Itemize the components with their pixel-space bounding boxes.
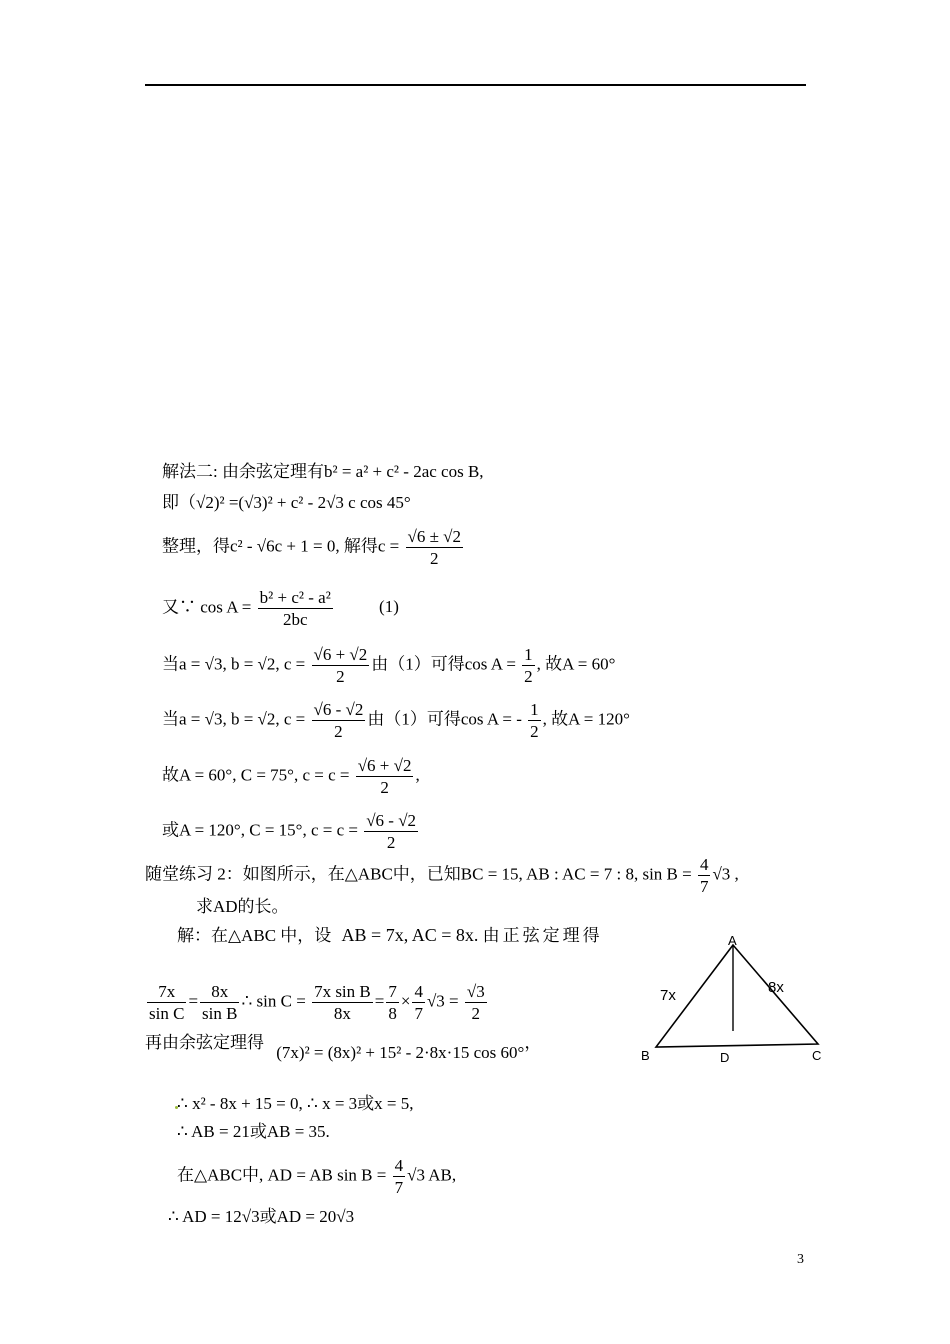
fraction-den: 7 xyxy=(394,1178,404,1197)
line-text: , 故A = 120° xyxy=(542,709,630,729)
fraction-den: 2 xyxy=(336,667,345,686)
line-text: ∴ AD = 12√3或AD = 20√3 xyxy=(168,1207,355,1226)
point-label-d: D xyxy=(720,1050,730,1065)
fraction xyxy=(147,982,186,1023)
sol-line-6 xyxy=(177,1156,456,1197)
fraction-den: 2 xyxy=(524,667,533,686)
line-text: 或 xyxy=(162,820,179,840)
page-number: 3 xyxy=(797,1252,804,1267)
solution-line-6 xyxy=(162,700,630,741)
fraction xyxy=(528,700,541,741)
line-text: 整理，得c² - √6c + 1 = 0, 解得c = xyxy=(162,536,400,556)
fraction-num: √6 + √2 xyxy=(313,645,368,664)
exercise-line xyxy=(145,855,739,896)
fraction xyxy=(312,700,366,741)
line-text: AB = 7x, AC = 8x. xyxy=(341,925,479,945)
fraction-den: 2 xyxy=(386,833,396,852)
line-text: ∴ x² - 8x + 15 = 0, ∴ x = 3或x = 5, xyxy=(177,1094,414,1113)
line-text: 故 xyxy=(162,765,179,785)
line-text: 当 xyxy=(162,709,179,729)
fraction-num: 7x xyxy=(147,982,186,1003)
fraction-num: 7x sin B xyxy=(314,982,371,1001)
fraction xyxy=(465,982,487,1023)
solution-line-2 xyxy=(162,492,411,514)
fraction xyxy=(200,982,239,1023)
fraction xyxy=(386,982,399,1023)
header-rule xyxy=(145,84,806,86)
line-text: √3 = xyxy=(426,991,459,1011)
line-text: 又∵ cos A = xyxy=(162,597,252,617)
fraction-den: 2 xyxy=(430,549,439,568)
fraction xyxy=(312,645,370,686)
line-text: A = 120°, C = 15°, c = c = xyxy=(179,820,358,840)
fraction-den: 2 xyxy=(334,722,343,741)
fraction xyxy=(258,588,333,629)
line-text: 中，已知 xyxy=(392,864,461,884)
solution-line-7 xyxy=(162,756,420,797)
vertex-label-c: C xyxy=(812,1048,822,1063)
exercise-label: 随堂练习 2：如图所示，在△ xyxy=(145,864,358,884)
line-text: ， xyxy=(524,1033,542,1052)
line-text: 再由余弦定理得 xyxy=(145,1033,264,1052)
fraction xyxy=(698,855,711,896)
fraction xyxy=(364,811,418,852)
line-text: √3 AB, xyxy=(407,1165,457,1185)
line-text: (7x)² = (8x)² + 15² - 2·8x·15 cos 60° xyxy=(276,1043,525,1062)
fraction-num: 1 xyxy=(524,645,533,664)
line-text: ∴ AB = 21或AB = 35. xyxy=(177,1122,330,1141)
triangle-abc xyxy=(656,945,818,1047)
line-text: a = √3, b = √2, c = xyxy=(179,709,306,729)
fraction-num: 4 xyxy=(414,982,423,1001)
line-text: ABC xyxy=(357,864,393,884)
fraction-num: 4 xyxy=(394,1156,404,1175)
fraction-den: 2 xyxy=(380,778,389,797)
line-text: 当 xyxy=(162,654,179,674)
fraction-num: √6 + √2 xyxy=(357,756,412,775)
fraction-num: √6 - √2 xyxy=(366,811,417,830)
fraction-num: √6 ± √2 xyxy=(407,527,461,546)
equation-tag: (1) xyxy=(379,597,399,617)
line-text: 由正弦定理得 xyxy=(482,926,603,945)
exercise-ask xyxy=(196,896,289,918)
line-text: BC = 15, AB : AC = 7 : 8, sin B = xyxy=(460,864,692,884)
solution-line-4 xyxy=(162,588,399,629)
side-label-ac: 8x xyxy=(768,979,784,996)
line-text: cos A = - xyxy=(460,709,522,729)
line-text: ∴ sin C = xyxy=(241,991,306,1011)
line-text: cos A = xyxy=(464,654,516,674)
solution-line-8 xyxy=(162,811,420,852)
sol-line-3 xyxy=(145,1032,542,1062)
fraction-num: 8x xyxy=(200,982,239,1003)
fraction-den: 2 xyxy=(471,1004,481,1023)
fraction-den: sin B xyxy=(202,1004,238,1023)
fraction xyxy=(522,645,535,686)
sol-line-2: $\frac{7x}{\text{sin C}}$ = $\frac{8x}{\text{sin B}}$ ∴ sin C = $\frac{\text{7x sin B}}{8x}$ = $\frac{7}{8}$ × $\frac{4}{7}$ √3 = $\frac{√3}{2}$ xyxy=(149,982,485,1023)
line-text: 由（1）可得 xyxy=(367,709,461,729)
fraction-den: 2bc xyxy=(282,610,308,629)
fraction xyxy=(406,527,464,568)
solution-line-5 xyxy=(162,645,615,686)
side-label-ab: 7x xyxy=(660,987,676,1004)
sol-line-4 xyxy=(177,1093,414,1115)
line-text: 由（1）可得 xyxy=(371,654,465,674)
sol-line-1 xyxy=(177,924,603,947)
solution-line-1 xyxy=(162,461,484,483)
fraction-num: √6 - √2 xyxy=(313,700,364,719)
line-text: 解：在△ABC 中，设 xyxy=(177,926,332,945)
vertex-label-b: B xyxy=(641,1048,650,1063)
fraction xyxy=(312,982,373,1023)
fraction-den: 7 xyxy=(414,1004,423,1023)
sol-line-5 xyxy=(177,1121,330,1143)
sol-line-7 xyxy=(168,1206,354,1228)
line-text: , 故A = 60° xyxy=(536,654,616,674)
line-text: 求AD的长。 xyxy=(196,897,289,916)
fraction-num: √3 xyxy=(466,982,485,1001)
line-text: √3 , xyxy=(712,864,739,884)
fraction-den: 8x xyxy=(333,1004,351,1023)
line-text: , xyxy=(415,765,420,785)
line-text: 解法二: 由余弦定理有b² = a² + c² - 2ac cos B, xyxy=(162,462,484,481)
fraction-den: 7 xyxy=(699,877,709,896)
line-text: A = 60°, C = 75°, c = c = xyxy=(179,765,350,785)
line-text: 在△ABC中, AD = AB sin B = xyxy=(177,1165,387,1185)
fraction xyxy=(412,982,425,1023)
vertex-label-a: A xyxy=(728,933,737,948)
fraction-num: 1 xyxy=(530,700,539,719)
fraction xyxy=(356,756,414,797)
fraction-den: 8 xyxy=(388,1004,397,1023)
fraction-num: 7 xyxy=(388,982,397,1001)
fraction-num: 4 xyxy=(699,855,709,874)
fraction-den: 2 xyxy=(530,722,539,741)
line-text: a = √3, b = √2, c = xyxy=(179,654,306,674)
solution-line-3 xyxy=(162,527,465,568)
line-text: 即（√2)² =(√3)² + c² - 2√3 c cos 45° xyxy=(162,493,411,512)
fraction xyxy=(393,1156,406,1197)
triangle-diagram xyxy=(636,930,846,1070)
line-text: × xyxy=(400,991,411,1011)
fraction-num: b² + c² - a² xyxy=(259,588,331,607)
fraction-den: sin C xyxy=(149,1004,185,1023)
